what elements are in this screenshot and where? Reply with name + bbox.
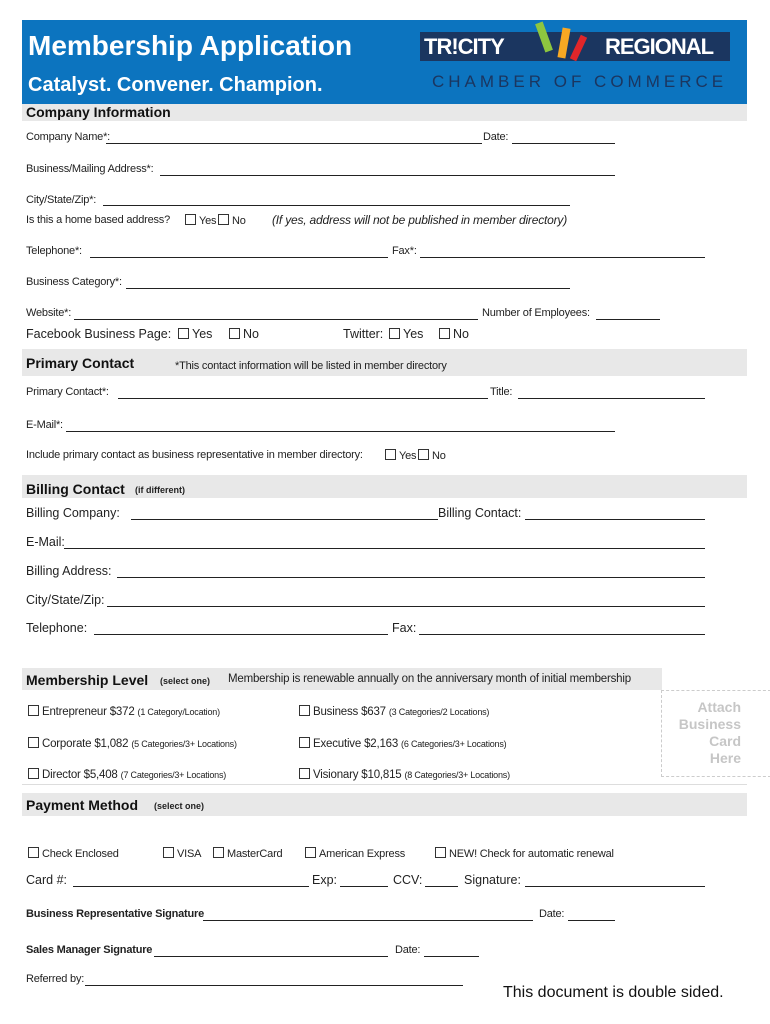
company-name-label: Company Name*:	[26, 131, 111, 143]
signature-label: Signature:	[464, 873, 521, 887]
membership-level-entrepreneur-checkbox[interactable]: Entrepreneur $372 (1 Category/Location)	[28, 705, 220, 718]
date-field[interactable]	[512, 143, 615, 144]
email-field[interactable]	[66, 431, 615, 432]
section-payment-method: Payment Method (select one)	[22, 793, 747, 816]
facebook-label: Facebook Business Page:	[26, 327, 172, 341]
include-no-checkbox[interactable]: No	[418, 449, 446, 462]
header-banner	[22, 20, 747, 104]
billing-fax-field[interactable]	[419, 634, 705, 635]
sales-date-label: Date:	[395, 944, 421, 956]
home-yes-checkbox[interactable]: Yes	[185, 214, 216, 227]
facebook-yes-checkbox[interactable]: Yes	[178, 327, 212, 341]
rep-signature-label: Business Representative Signature	[26, 908, 205, 920]
address-label: Business/Mailing Address*:	[26, 163, 154, 175]
billing-city-label: City/State/Zip:	[26, 593, 105, 607]
billing-company-label: Billing Company:	[26, 506, 120, 520]
section-membership-level: Membership Level (select one) Membership is renewable annually on the anniversary month of initial membership	[22, 668, 662, 690]
employees-field[interactable]	[596, 319, 660, 320]
billing-address-label: Billing Address:	[26, 564, 112, 578]
section-billing-contact: Billing Contact (if different)	[22, 475, 747, 498]
home-no-checkbox[interactable]: No	[218, 214, 246, 227]
membership-note: Membership is renewable annually on the anniversary month of initial membership	[228, 673, 631, 685]
facebook-no-checkbox[interactable]: No	[229, 327, 259, 341]
home-note: (If yes, address will not be published in member directory)	[272, 213, 567, 227]
billing-telephone-field[interactable]	[94, 634, 388, 635]
telephone-field[interactable]	[90, 257, 388, 258]
home-question: Is this a home based address?	[26, 214, 171, 226]
include-label: Include primary contact as business representative in member directory:	[26, 449, 363, 461]
sales-date-field[interactable]	[424, 956, 479, 957]
membership-level-business-checkbox[interactable]: Business $637 (3 Categories/2 Locations)	[299, 705, 489, 718]
section-heading: Payment Method	[26, 797, 139, 813]
email-label: E-Mail*:	[26, 419, 63, 431]
exp-field[interactable]	[340, 886, 388, 887]
website-label: Website*:	[26, 307, 72, 319]
auto-renewal-checkbox[interactable]: NEW! Check for automatic renewal	[435, 847, 614, 860]
billing-email-field[interactable]	[64, 548, 705, 549]
company-name-field[interactable]	[106, 143, 482, 144]
referred-field[interactable]	[85, 985, 463, 986]
twitter-yes-checkbox[interactable]: Yes	[389, 327, 423, 341]
exp-label: Exp:	[312, 873, 338, 887]
section-heading: Company Information	[26, 104, 171, 120]
section-company-information	[22, 104, 747, 121]
title-field[interactable]	[518, 398, 705, 399]
rep-date-field[interactable]	[568, 920, 615, 921]
include-yes-checkbox[interactable]: Yes	[385, 449, 416, 462]
section-heading: Membership Level	[26, 672, 149, 688]
billing-company-field[interactable]	[131, 519, 438, 520]
sales-signature-field[interactable]	[154, 956, 388, 957]
billing-fax-label: Fax:	[392, 621, 417, 635]
fax-field[interactable]	[420, 257, 705, 258]
billing-telephone-label: Telephone:	[26, 621, 88, 635]
sales-signature-label: Sales Manager Signature	[26, 944, 153, 956]
signature-field[interactable]	[525, 886, 705, 887]
checkbox-icon	[28, 768, 39, 779]
billing-contact-field[interactable]	[525, 519, 705, 520]
city-field[interactable]	[103, 205, 570, 206]
address-field[interactable]	[160, 175, 615, 176]
primary-contact-field[interactable]	[118, 398, 488, 399]
section-heading: Primary Contact	[26, 355, 135, 371]
checkbox-icon	[299, 737, 310, 748]
mastercard-checkbox[interactable]: MasterCard	[213, 847, 282, 860]
membership-level-director-checkbox[interactable]: Director $5,408 (7 Categories/3+ Locations)	[28, 768, 226, 781]
city-label: City/State/Zip*:	[26, 194, 97, 206]
membership-level-executive-checkbox[interactable]: Executive $2,163 (6 Categories/3+ Locations)	[299, 737, 506, 750]
checkbox-icon	[28, 705, 39, 716]
ccv-field[interactable]	[425, 886, 458, 887]
section-heading: Billing Contact	[26, 481, 125, 497]
amex-checkbox[interactable]: American Express	[305, 847, 405, 860]
primary-note: *This contact information will be listed in member directory	[175, 360, 447, 372]
telephone-label: Telephone*:	[26, 245, 82, 257]
card-number-field[interactable]	[73, 886, 309, 887]
referred-label: Referred by:	[26, 973, 85, 985]
checkbox-icon	[299, 768, 310, 779]
employees-label: Number of Employees:	[482, 307, 590, 319]
ccv-label: CCV:	[393, 873, 423, 887]
checkbox-icon	[28, 737, 39, 748]
membership-level-corporate-checkbox[interactable]: Corporate $1,082 (5 Categories/3+ Locations)	[28, 737, 237, 750]
check-enclosed-checkbox[interactable]: Check Enclosed	[28, 847, 119, 860]
rep-signature-field[interactable]	[203, 920, 533, 921]
attach-business-card-box: Attach Business Card Here	[661, 690, 770, 777]
chamber-logo: TR!CITY REGIONAL CHAMBER OF COMMERCE	[420, 30, 732, 94]
visa-checkbox[interactable]: VISA	[163, 847, 201, 860]
category-field[interactable]	[126, 288, 570, 289]
membership-level-visionary-checkbox[interactable]: Visionary $10,815 (8 Categories/3+ Locations)	[299, 768, 510, 781]
tagline: Catalyst. Convener. Champion.	[28, 74, 323, 96]
website-field[interactable]	[74, 319, 478, 320]
billing-address-field[interactable]	[117, 577, 705, 578]
billing-city-field[interactable]	[107, 606, 705, 607]
title-label: Title:	[490, 386, 513, 398]
date-label: Date:	[483, 131, 509, 143]
rep-date-label: Date:	[539, 908, 565, 920]
section-primary-contact	[22, 349, 747, 376]
double-sided-note: This document is double sided.	[503, 984, 724, 1001]
checkbox-icon	[299, 705, 310, 716]
category-label: Business Category*:	[26, 276, 122, 288]
primary-contact-label: Primary Contact*:	[26, 386, 109, 398]
billing-contact-label: Billing Contact:	[438, 506, 522, 520]
twitter-label: Twitter:	[343, 327, 384, 341]
page-title: Membership Application	[28, 30, 353, 61]
card-number-label: Card #:	[26, 873, 67, 887]
billing-email-label: E-Mail:	[26, 535, 65, 549]
twitter-no-checkbox[interactable]: No	[439, 327, 469, 341]
fax-label: Fax*:	[392, 245, 417, 257]
